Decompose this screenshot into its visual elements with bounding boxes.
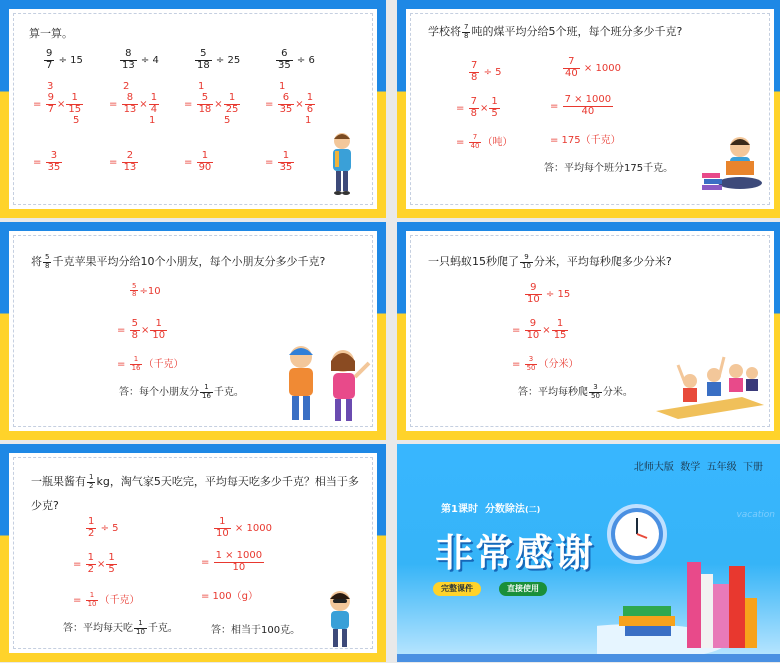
slide-card (406, 9, 774, 209)
slide-card (9, 231, 377, 431)
problem-b: $\frac{8}{13}$ ÷ 4 (122, 48, 159, 71)
slide-2[interactable] (397, 0, 780, 218)
calc-right-2: = $\frac{7 \times 1000}{40}$ (550, 94, 612, 117)
slide-3[interactable] (0, 222, 386, 440)
boy-illustration (327, 129, 357, 199)
slide-5[interactable] (0, 444, 386, 662)
calc-1: $\frac{5}{8}$ ÷10 (132, 282, 161, 299)
problem-c: $\frac{5}{18}$ ÷ 25 (197, 48, 241, 71)
slide-6-thanks[interactable] (397, 444, 780, 662)
answer-text: 答：平均每个班分175千克。 (544, 163, 674, 174)
answer-text: 答：每个小朋友分 $\frac{1}{16}$ 千克。 (119, 383, 244, 400)
calc-3: = $\frac{3}{50}$ （分米） (512, 355, 579, 372)
children-illustration (279, 341, 371, 427)
clock-books-illustration (597, 502, 780, 656)
reading-child-illustration (700, 127, 768, 197)
classroom-illustration (652, 351, 768, 421)
slide-card (9, 453, 377, 653)
step-b: 2 = $\frac{8}{13}$ × $\frac{1}{4}$ 1 (109, 81, 158, 126)
calc-3: = $\frac{1}{16}$ （千克） (117, 355, 184, 372)
result-c: = $\frac{1}{90}$ (184, 150, 212, 173)
problem-a: $\frac{9}{7}$ ÷ 15 (46, 48, 83, 71)
slide-card (9, 9, 377, 209)
answer-text-2: 答：相当于100克。 (211, 625, 301, 636)
calc-right-1: $\frac{1}{10}$ × 1000 (216, 516, 272, 539)
calc-right-2: = $\frac{1 \times 1000}{10}$ (201, 550, 263, 573)
question-text: 一瓶果酱有 $\frac{1}{2}$ kg，淘气家5天吃完，平均每天吃多少千克？相当于多 (31, 473, 359, 490)
calc-right-1: $\frac{7}{40}$ × 1000 (565, 56, 621, 79)
thanks-title: 非常感谢 (435, 531, 596, 575)
step-d: 1 = $\frac{6}{35}$ × $\frac{1}{6}$ 1 (265, 81, 314, 126)
calc-left-3: = $\frac{7}{40}$ （吨） (456, 133, 513, 150)
bg-decor-word: vacation (736, 510, 775, 520)
calc-left-1: $\frac{7}{8}$ ÷ 5 (471, 60, 502, 83)
slide-1[interactable] (0, 0, 386, 218)
result-a: = $\frac{3}{35}$ (33, 150, 61, 173)
question-text: 一只蚂蚁15秒爬了 $\frac{9}{10}$ 分米，平均每秒爬多少分米? (428, 253, 672, 270)
direct-use-button[interactable]: 直接使用 (499, 582, 547, 596)
calc-left-2: = $\frac{1}{2}$ × $\frac{1}{5}$ (73, 552, 115, 575)
step-a: 3 = $\frac{9}{7}$ × $\frac{1}{15}$ 5 (33, 81, 82, 126)
result-d: = $\frac{1}{35}$ (265, 150, 293, 173)
lesson-title: 第1课时 分数除法(二) (441, 504, 541, 515)
calc-right-3: = 175（千克） (550, 135, 621, 146)
calc-left-3: = $\frac{1}{10}$ （千克） (73, 591, 140, 608)
question-text: 将 $\frac{5}{8}$ 千克苹果平均分给10个小朋友，每个小朋友分多少千克? (31, 253, 326, 270)
question-text-line2: 少克? (31, 499, 59, 512)
publisher-info: 北师大版 数学 五年级 下册 (633, 462, 763, 473)
calc-1: $\frac{9}{10}$ ÷ 15 (527, 282, 571, 305)
answer-text: 答：平均每秒爬 $\frac{3}{50}$ 分米。 (518, 383, 633, 400)
slide-4[interactable] (397, 222, 780, 440)
slide-heading: 算一算。 (29, 27, 73, 40)
result-b: = $\frac{2}{13}$ (109, 150, 137, 173)
problem-d: $\frac{6}{35}$ ÷ 6 (278, 48, 315, 71)
girl-illustration (323, 589, 357, 653)
calc-2: = $\frac{9}{10}$ × $\frac{1}{15}$ (512, 318, 567, 341)
calc-2: = $\frac{5}{8}$ × $\frac{1}{10}$ (117, 318, 166, 341)
bottom-bar (397, 654, 780, 662)
calc-left-1: $\frac{1}{2}$ ÷ 5 (88, 516, 119, 539)
calc-right-3: = 100（g） (201, 591, 258, 602)
slide-card (406, 231, 774, 431)
step-c: 1 = $\frac{5}{18}$ × $\frac{1}{25}$ 5 (184, 81, 239, 126)
full-courseware-button[interactable]: 完整课件 (433, 582, 481, 596)
calc-left-2: = $\frac{7}{8}$ × $\frac{1}{5}$ (456, 96, 498, 119)
answer-text-1: 答：平均每天吃 $\frac{1}{10}$ 千克。 (63, 619, 178, 636)
question-text: 学校将 $\frac{7}{8}$ 吨的煤平均分给5个班，每个班分多少千克? (428, 23, 683, 40)
